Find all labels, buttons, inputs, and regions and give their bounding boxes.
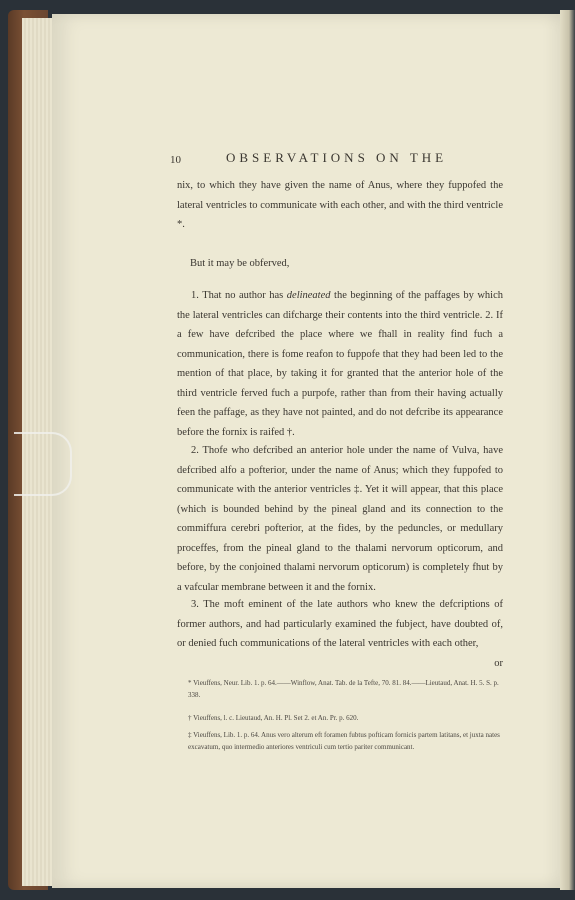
point-2-text: 2. Thofe who defcribed an anterior hole under the name of Vulva, have defcribed alfo a pofterior, under the name of Anus; which they fuppofed to communicate with the anterior ventricles ‡. Yet it will appear, that this place (which is bounded behind by the pineal gland and its connection to the commiffura cerebri pofterior, at the fides, by the peduncles, or medullary proceffes, from the pineal gland to the thalami nervorum opticorum, and before, by the conjoined thalami nervorum opticorum) is completely fhut by a vafcular membrane between it and the fornix.	[177, 445, 503, 593]
footnote-2: † Vieuffens, l. c. Lieutaud, An. H. Pl. Set 2. et An. Pr. p. 620.	[188, 714, 359, 722]
paragraph-point-1	[177, 286, 503, 442]
point-1-rest: the beginning of the paffages by which the lateral ventricles can difcharge their contents into the third ventricle. 2. If a few have defcribed the place where we fhall in reality find fuch a communication, there is fome reafon to fuppofe that they had been led to the mention of that place, by taking it for granted that the anterior hole of the third ventricle ferved fuch a purpofe, rather than from their having actually feen the paffage, as they have not painted, and do not defcribe its appearance before the fornix is raifed †.	[177, 290, 503, 438]
paragraph-continuation: nix, to which they have given the name of Anus, where they fuppofed the lateral ventricles to communicate with each other, and with the third ventricle *.	[177, 180, 503, 230]
footnote-1: * Vieuffens, Neur. Lib. 1. p. 64.——Winflow, Anat. Tab. de la Tefte, 70. 81. 84.——Lieutaud, Anat. H. 5. S. p. 338.	[188, 679, 499, 699]
page-number: 10	[170, 154, 181, 166]
right-page-edge	[560, 10, 575, 890]
page-clip	[14, 432, 72, 496]
italic-term: delineated	[286, 290, 331, 301]
catchword: or	[494, 657, 503, 669]
paragraph-point-2	[177, 441, 503, 597]
running-head: OBSERVATIONS ON THE	[226, 150, 448, 165]
paragraph-point-3	[177, 595, 503, 673]
point-1-start: 1. That no author has	[191, 290, 287, 301]
paragraph-intro: But it may be obferved,	[190, 258, 290, 269]
point-3-text: 3. The moft eminent of the late authors who knew the defcriptions of former authors, and had particularly examined the fubject, have doubted of, or denied fuch communications of the lateral ventricles with each other,	[177, 599, 503, 649]
footnote-3: ‡ Vieuffens, Lib. 1. p. 64. Anus vero alterum eft foramen fubtus pofticam fornicis partem latitans, et juxta nates excavatum, quo intermedio anteriores ventriculi cum tertio pariter communicant.	[188, 731, 500, 751]
